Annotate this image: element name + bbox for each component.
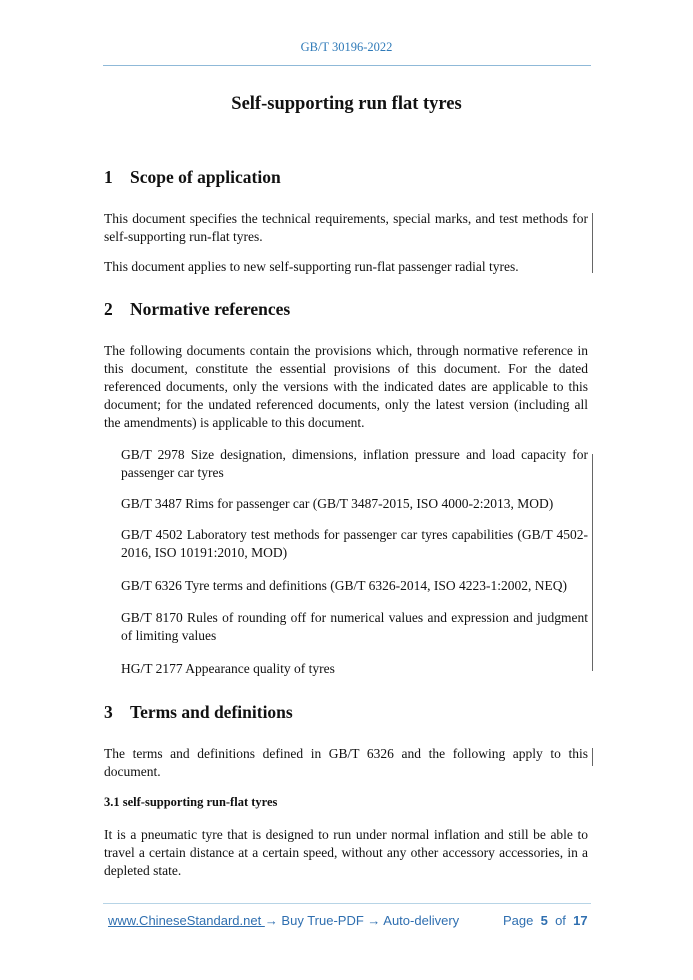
- paragraph: This document applies to new self-supporting run-flat passenger radial tyres.: [104, 259, 519, 274]
- document-title: Self-supporting run flat tyres: [231, 94, 462, 114]
- page-total: 17: [573, 913, 588, 928]
- page-indicator: [503, 913, 588, 928]
- paragraph: The following documents contain the provisions which, through normative reference in this document, constitute the essential provisions of this document. For the dated referenced documents, only the versions with the indicated dates are applicable to this document; for the undated referenced documents, only the latest version (including all the amendments) is applicable to this document.: [104, 343, 588, 430]
- section-title: Normative references: [130, 299, 291, 319]
- reference-item: GB/T 3487 Rims for passenger car (GB/T 3487-2015, ISO 4000-2:2013, MOD): [121, 496, 554, 511]
- change-bar: [592, 213, 593, 273]
- page-current: 5: [540, 913, 548, 928]
- paragraph: The terms and definitions defined in GB/T 6326 and the following apply to this document.: [104, 746, 588, 779]
- change-bar: [592, 748, 593, 766]
- footer-links: [108, 913, 459, 928]
- section-3-heading: [104, 702, 293, 723]
- page-label: Page: [503, 913, 534, 928]
- auto-delivery-text: Auto-delivery: [380, 913, 460, 928]
- section-number: 1: [104, 167, 113, 187]
- section-number: 2: [104, 299, 113, 319]
- section-1-heading: [104, 167, 281, 188]
- reference-item: GB/T 8170 Rules of rounding off for numerical values and expression and judgment of limiting values: [121, 610, 588, 643]
- section-number: 3: [104, 702, 113, 722]
- change-bar: [592, 454, 593, 671]
- definition-text: It is a pneumatic tyre that is designed to run under normal inflation and still be able to travel a certain distance at a certain speed, without any other accessory accessories, in a depleted state.: [104, 827, 588, 878]
- running-header: GB/T 30196-2022: [300, 40, 393, 54]
- arrow-right-icon: →: [264, 913, 278, 928]
- section-title: Scope of application: [130, 167, 281, 187]
- arrow-right-icon: →: [367, 913, 381, 928]
- buy-pdf-text: Buy True-PDF: [277, 913, 368, 928]
- reference-item: GB/T 6326 Tyre terms and definitions (GB/T 6326-2014, ISO 4223-1:2002, NEQ): [121, 578, 568, 593]
- reference-item: HG/T 2177 Appearance quality of tyres: [121, 661, 335, 676]
- reference-item: GB/T 2978 Size designation, dimensions, inflation pressure and load capacity for passenger car tyres: [121, 447, 588, 480]
- reference-item: GB/T 4502 Laboratory test methods for passenger car tyres capabilities (GB/T 4502-2016, ISO 10191:2010, MOD): [121, 527, 588, 560]
- section-title: Terms and definitions: [130, 702, 293, 722]
- section-2-heading: [104, 299, 290, 320]
- header-divider: [103, 65, 591, 66]
- paragraph: This document specifies the technical requirements, special marks, and test methods for self-supporting run-flat tyres.: [104, 211, 588, 244]
- page-of-label: of: [555, 913, 566, 928]
- subsection-heading: 3.1 self-supporting run-flat tyres: [104, 795, 278, 809]
- footer-divider: [103, 903, 591, 904]
- website-link[interactable]: www.ChineseStandard.net: [108, 913, 265, 928]
